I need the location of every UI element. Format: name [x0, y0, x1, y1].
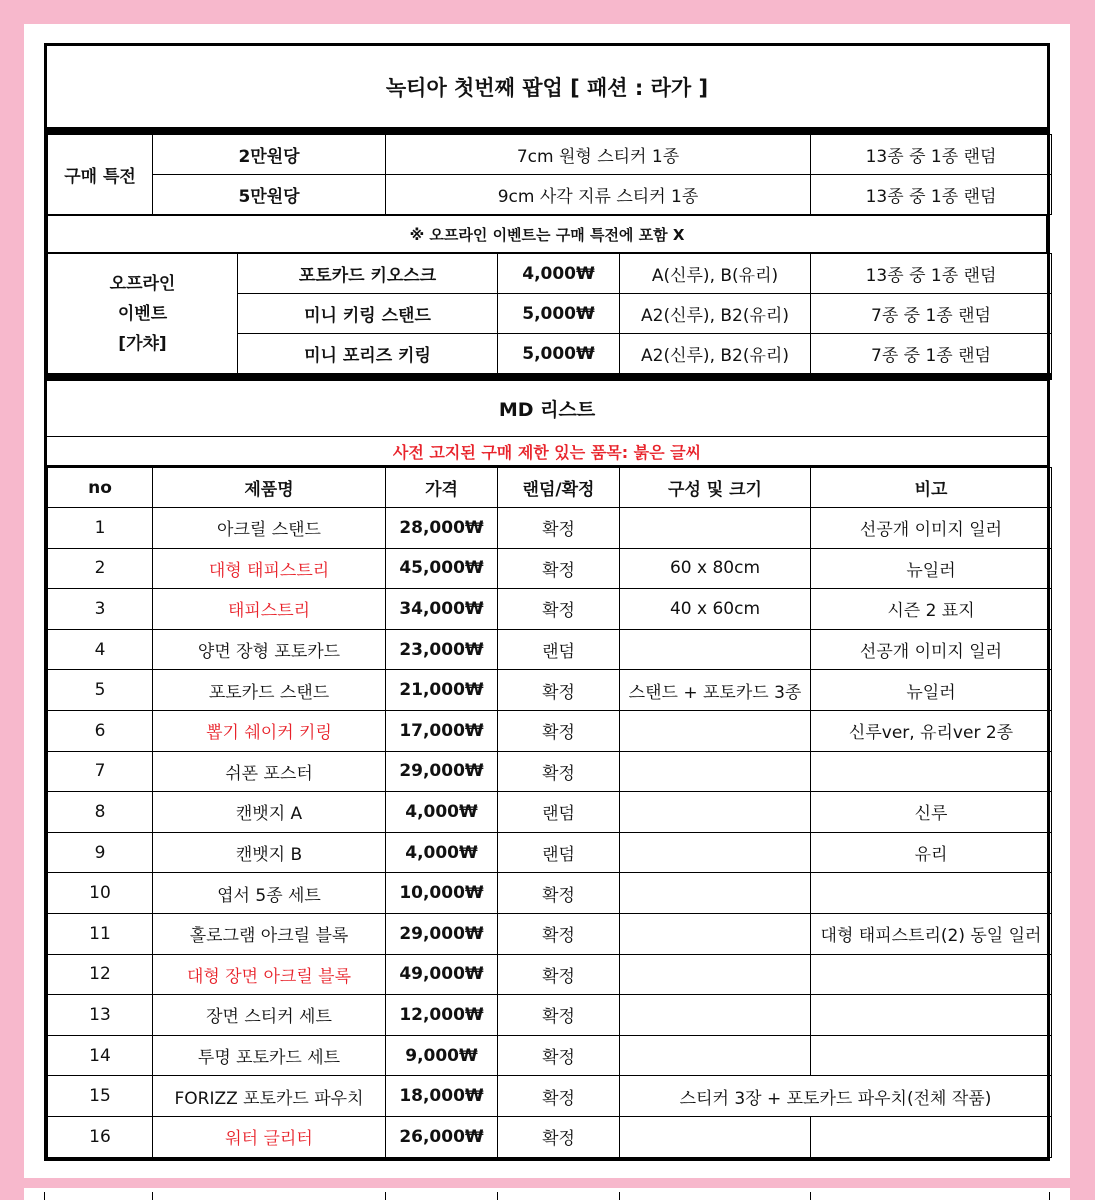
offline-item-option: A2(신루), B2(유리): [620, 334, 811, 377]
item-name: 대형 장면 아크릴 블록: [153, 954, 386, 995]
item-name: 홀로그램 아크릴 블록: [153, 913, 386, 954]
item-price: 29,000₩: [386, 913, 498, 954]
offline-item-option: A(신루), B(유리): [620, 254, 811, 294]
item-name: 아크릴 스탠드: [153, 508, 386, 549]
item-spec: 40 x 60cm: [620, 589, 811, 630]
item-type: 확정: [498, 913, 620, 954]
column-header: no: [48, 468, 153, 508]
item-price: 45,000₩: [386, 548, 498, 589]
md-list-title: MD 리스트: [47, 380, 1047, 437]
item-no: 16: [48, 1116, 153, 1157]
bonus-tier: 5만원당: [153, 175, 386, 215]
item-note: [811, 1116, 1052, 1157]
table-row: [48, 792, 1052, 833]
offline-item-price: 4,000₩: [498, 254, 620, 294]
item-spec: [620, 873, 811, 914]
next-page-edge: [24, 1188, 1070, 1200]
item-type: 랜덤: [498, 792, 620, 833]
item-name: 대형 태피스트리: [153, 548, 386, 589]
item-type: 확정: [498, 508, 620, 549]
table-row: [48, 254, 1052, 294]
offline-item-price: 5,000₩: [498, 334, 620, 377]
item-price: 23,000₩: [386, 629, 498, 670]
item-no: 11: [48, 913, 153, 954]
item-name: 쉬폰 포스터: [153, 751, 386, 792]
item-no: 9: [48, 832, 153, 873]
restriction-note: 사전 고지된 구매 제한 있는 품목: 붉은 글씨: [47, 437, 1047, 467]
item-price: 29,000₩: [386, 751, 498, 792]
item-note: 신루: [811, 792, 1052, 833]
item-type: 랜덤: [498, 629, 620, 670]
md-list-table: [47, 467, 1052, 1158]
item-price: 4,000₩: [386, 832, 498, 873]
item-note: 선공개 이미지 일러: [811, 629, 1052, 670]
item-note: [811, 995, 1052, 1036]
offline-event-table: [47, 253, 1052, 380]
item-name: 포토카드 스탠드: [153, 670, 386, 711]
item-no: 10: [48, 873, 153, 914]
item-note: [811, 954, 1052, 995]
item-no: 2: [48, 548, 153, 589]
item-note: 시즌 2 표지: [811, 589, 1052, 630]
bonus-notice-table: [47, 215, 1047, 253]
table-row: [48, 1035, 1052, 1076]
bonus-note: 13종 중 1종 랜덤: [811, 175, 1052, 215]
table-row: [48, 629, 1052, 670]
item-type: 확정: [498, 670, 620, 711]
item-note: 뉴일러: [811, 670, 1052, 711]
bonus-label: 구매 특전: [48, 135, 153, 215]
item-name: 양면 장형 포토카드: [153, 629, 386, 670]
item-price: 17,000₩: [386, 710, 498, 751]
purchase-bonus-table: [47, 134, 1052, 215]
item-price: 28,000₩: [386, 508, 498, 549]
table-row: [48, 710, 1052, 751]
bonus-notice: ※ 오프라인 이벤트는 구매 특전에 포함 X: [48, 216, 1047, 253]
offline-item-name: 포토카드 키오스크: [238, 254, 498, 294]
item-spec: [620, 629, 811, 670]
item-spec: [620, 995, 811, 1036]
offline-label-line: [가챠]: [118, 333, 167, 354]
item-no: 13: [48, 995, 153, 1036]
item-name: FORIZZ 포토카드 파우치: [153, 1076, 386, 1117]
table-row: [48, 589, 1052, 630]
column-header: 구성 및 크기: [620, 468, 811, 508]
item-no: 15: [48, 1076, 153, 1117]
table-row: [48, 832, 1052, 873]
item-type: 확정: [498, 1116, 620, 1157]
item-spec: [620, 751, 811, 792]
item-name: 태피스트리: [153, 589, 386, 630]
item-note: 유리: [811, 832, 1052, 873]
item-note: 뉴일러: [811, 548, 1052, 589]
item-spec: [620, 913, 811, 954]
table-row: [48, 954, 1052, 995]
column-header: 제품명: [153, 468, 386, 508]
item-price: 18,000₩: [386, 1076, 498, 1117]
table-row: [48, 175, 1052, 215]
popup-table: [44, 43, 1050, 1161]
item-spec-note: 스티커 3장 + 포토카드 파우치(전체 작품): [620, 1076, 1052, 1117]
item-price: 21,000₩: [386, 670, 498, 711]
item-type: 확정: [498, 710, 620, 751]
column-header: 가격: [386, 468, 498, 508]
table-header-row: [48, 468, 1052, 508]
page-title: 녹티아 첫번째 팝업 [ 패션 : 라가 ]: [47, 46, 1047, 134]
item-no: 8: [48, 792, 153, 833]
column-header: 비고: [811, 468, 1052, 508]
offline-item-note: 13종 중 1종 랜덤: [811, 254, 1052, 294]
item-name: 캔뱃지 B: [153, 832, 386, 873]
item-price: 4,000₩: [386, 792, 498, 833]
table-row: [48, 1076, 1052, 1117]
item-name: 워터 글리터: [153, 1116, 386, 1157]
item-spec: [620, 1116, 811, 1157]
table-row: [48, 670, 1052, 711]
item-price: 9,000₩: [386, 1035, 498, 1076]
offline-item-note: 7종 중 1종 랜덤: [811, 294, 1052, 334]
item-no: 12: [48, 954, 153, 995]
item-price: 26,000₩: [386, 1116, 498, 1157]
item-spec: 스탠드 + 포토카드 3종: [620, 670, 811, 711]
bonus-tier: 2만원당: [153, 135, 386, 175]
item-no: 1: [48, 508, 153, 549]
offline-item-price: 5,000₩: [498, 294, 620, 334]
offline-item-note: 7종 중 1종 랜덤: [811, 334, 1052, 377]
item-no: 5: [48, 670, 153, 711]
table-row: [48, 548, 1052, 589]
item-name: 뽑기 쉐이커 키링: [153, 710, 386, 751]
item-note: 대형 태피스트리(2) 동일 일러: [811, 913, 1052, 954]
item-note: [811, 751, 1052, 792]
item-no: 6: [48, 710, 153, 751]
item-no: 7: [48, 751, 153, 792]
offline-label: [48, 254, 238, 377]
item-no: 3: [48, 589, 153, 630]
table-row: [48, 751, 1052, 792]
table-row: [48, 135, 1052, 175]
offline-item-name: 미니 포리즈 키링: [238, 334, 498, 377]
item-type: 확정: [498, 548, 620, 589]
item-spec: [620, 832, 811, 873]
item-type: 확정: [498, 1035, 620, 1076]
offline-label-line: 오프라인: [109, 273, 176, 294]
column-header: 랜덤/확정: [498, 468, 620, 508]
bonus-item: 7cm 원형 스티커 1종: [386, 135, 811, 175]
document-sheet: [24, 24, 1070, 1178]
item-spec: [620, 710, 811, 751]
item-price: 12,000₩: [386, 995, 498, 1036]
item-note: 선공개 이미지 일러: [811, 508, 1052, 549]
bonus-note: 13종 중 1종 랜덤: [811, 135, 1052, 175]
item-type: 랜덤: [498, 832, 620, 873]
md-list-body: [48, 508, 1052, 1158]
item-price: 34,000₩: [386, 589, 498, 630]
offline-label-line: 이벤트: [117, 303, 168, 324]
item-note: [811, 873, 1052, 914]
item-note: 신루ver, 유리ver 2종: [811, 710, 1052, 751]
item-name: 장면 스티커 세트: [153, 995, 386, 1036]
offline-item-name: 미니 키링 스탠드: [238, 294, 498, 334]
item-type: 확정: [498, 751, 620, 792]
table-row: [48, 1116, 1052, 1157]
item-type: 확정: [498, 589, 620, 630]
item-spec: [620, 954, 811, 995]
item-name: 엽서 5종 세트: [153, 873, 386, 914]
item-price: 10,000₩: [386, 873, 498, 914]
item-no: 4: [48, 629, 153, 670]
item-spec: [620, 792, 811, 833]
item-spec: [620, 508, 811, 549]
item-type: 확정: [498, 873, 620, 914]
bonus-item: 9cm 사각 지류 스티커 1종: [386, 175, 811, 215]
table-row: [48, 508, 1052, 549]
item-note: [811, 1035, 1052, 1076]
item-no: 14: [48, 1035, 153, 1076]
table-row: [48, 995, 1052, 1036]
table-row: [48, 913, 1052, 954]
item-spec: [620, 1035, 811, 1076]
item-name: 투명 포토카드 세트: [153, 1035, 386, 1076]
item-type: 확정: [498, 954, 620, 995]
item-name: 캔뱃지 A: [153, 792, 386, 833]
item-type: 확정: [498, 1076, 620, 1117]
item-price: 49,000₩: [386, 954, 498, 995]
item-spec: 60 x 80cm: [620, 548, 811, 589]
item-type: 확정: [498, 995, 620, 1036]
offline-item-option: A2(신루), B2(유리): [620, 294, 811, 334]
table-row: [48, 873, 1052, 914]
